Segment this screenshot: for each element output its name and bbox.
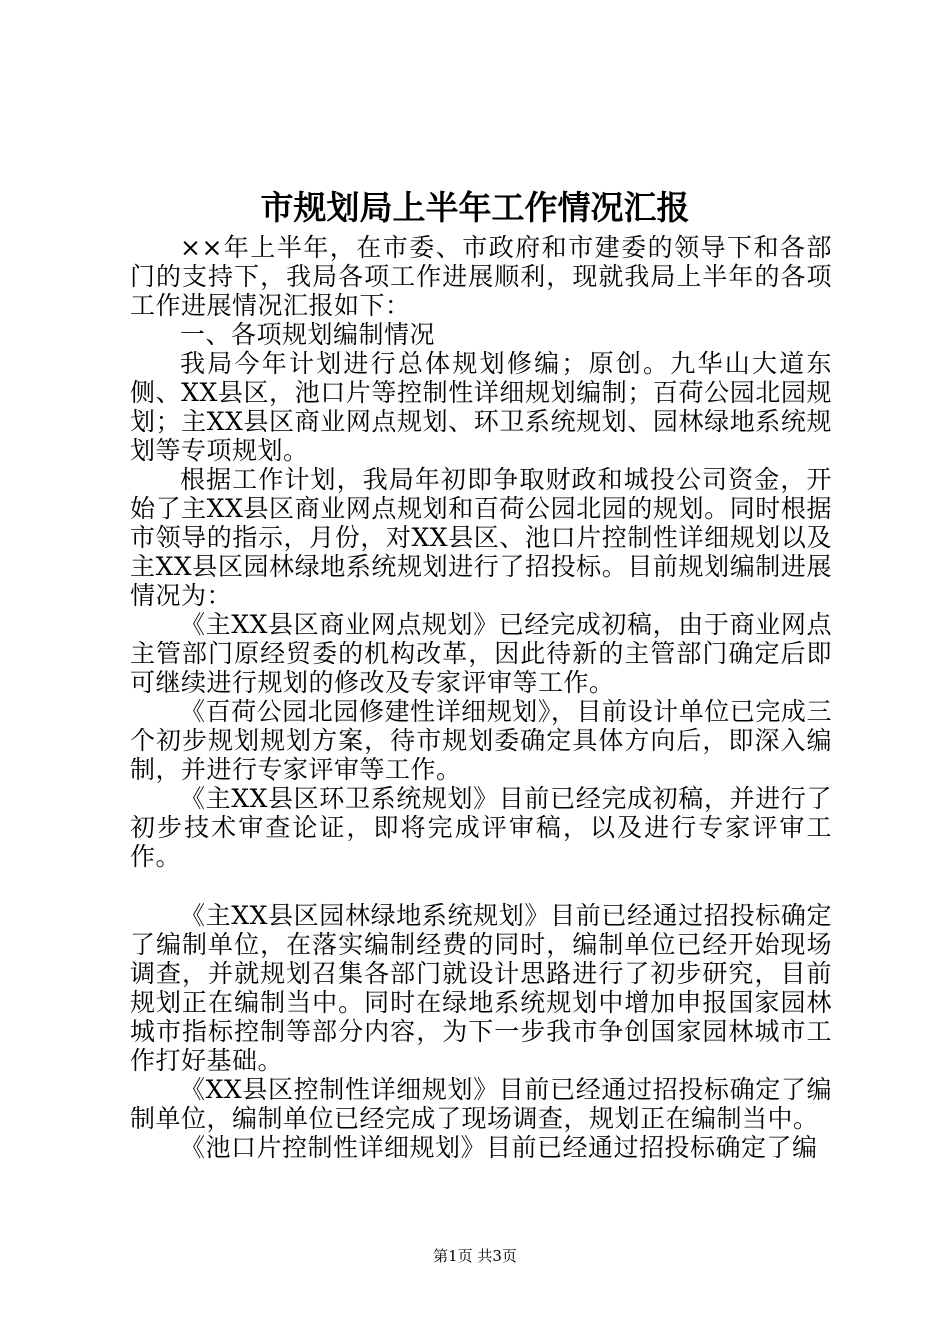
document-title: 市规划局上半年工作情况汇报 (260, 188, 690, 227)
paragraph-intro: ××年上半年，在市委、市政府和市建委的领导下和各部门的支持下，我局各项工作进展顺利，现就我局上半年的各项工作进展情况汇报如下： (130, 233, 832, 320)
paragraph-greenland-plan: 《主XX县区园林绿地系统规划》目前已经通过招投标确定了编制单位，在落实编制经费的同时，编制单位已经开始现场调查，并就规划召集各部门就设计思路进行了初步研究，目前规划正在编制当中。同时在绿地系统规划中增加申报国家园林城市指标控制等部分内容，为下一步我市争创国家园林城市工作打好基础。 (130, 901, 832, 1075)
paragraph-commercial-plan: 《主XX县区商业网点规划》已经完成初稿，由于商业网点主管部门原经贸委的机构改革，因此待新的主管部门确定后即可继续进行规划的修改及专家评审等工作。 (130, 610, 832, 697)
paragraph-park-plan: 《百荷公园北园修建性详细规划》，目前设计单位已完成三个初步规划规划方案，待市规划委确定具体方向后，即深入编制，并进行专家评审等工作。 (130, 697, 832, 784)
paragraph-chikou-plan: 《池口片控制性详细规划》目前已经通过招投标确定了编 (180, 1133, 818, 1162)
document-body (130, 233, 832, 1162)
page-footer: 第1页 共3页 (433, 1247, 517, 1265)
paragraph-county-plan: 《XX县区控制性详细规划》目前已经通过招投标确定了编制单位，编制单位已经完成了现场调查，规划正在编制当中。 (130, 1075, 832, 1133)
paragraph-progress: 根据工作计划，我局年初即争取财政和城投公司资金，开始了主XX县区商业网点规划和百荷公园北园的规划。同时根据市领导的指示，月份，对XX县区、池口片控制性详细规划以及主XX县区园林绿地系统规划进行了招投标。目前规划编制进展情况为： (130, 465, 832, 610)
paragraph-sanitation-plan: 《主XX县区环卫系统规划》目前已经完成初稿，并进行了初步技术审查论证，即将完成评审稿，以及进行专家评审工作。 (130, 784, 832, 871)
section-heading: 一、各项规划编制情况 (180, 320, 436, 349)
paragraph-plan: 我局今年计划进行总体规划修编；原创。九华山大道东侧、XX县区，池口片等控制性详细规划编制；百荷公园北园规划；主XX县区商业网点规划、环卫系统规划、园林绿地系统规划等专项规划。 (130, 349, 832, 465)
